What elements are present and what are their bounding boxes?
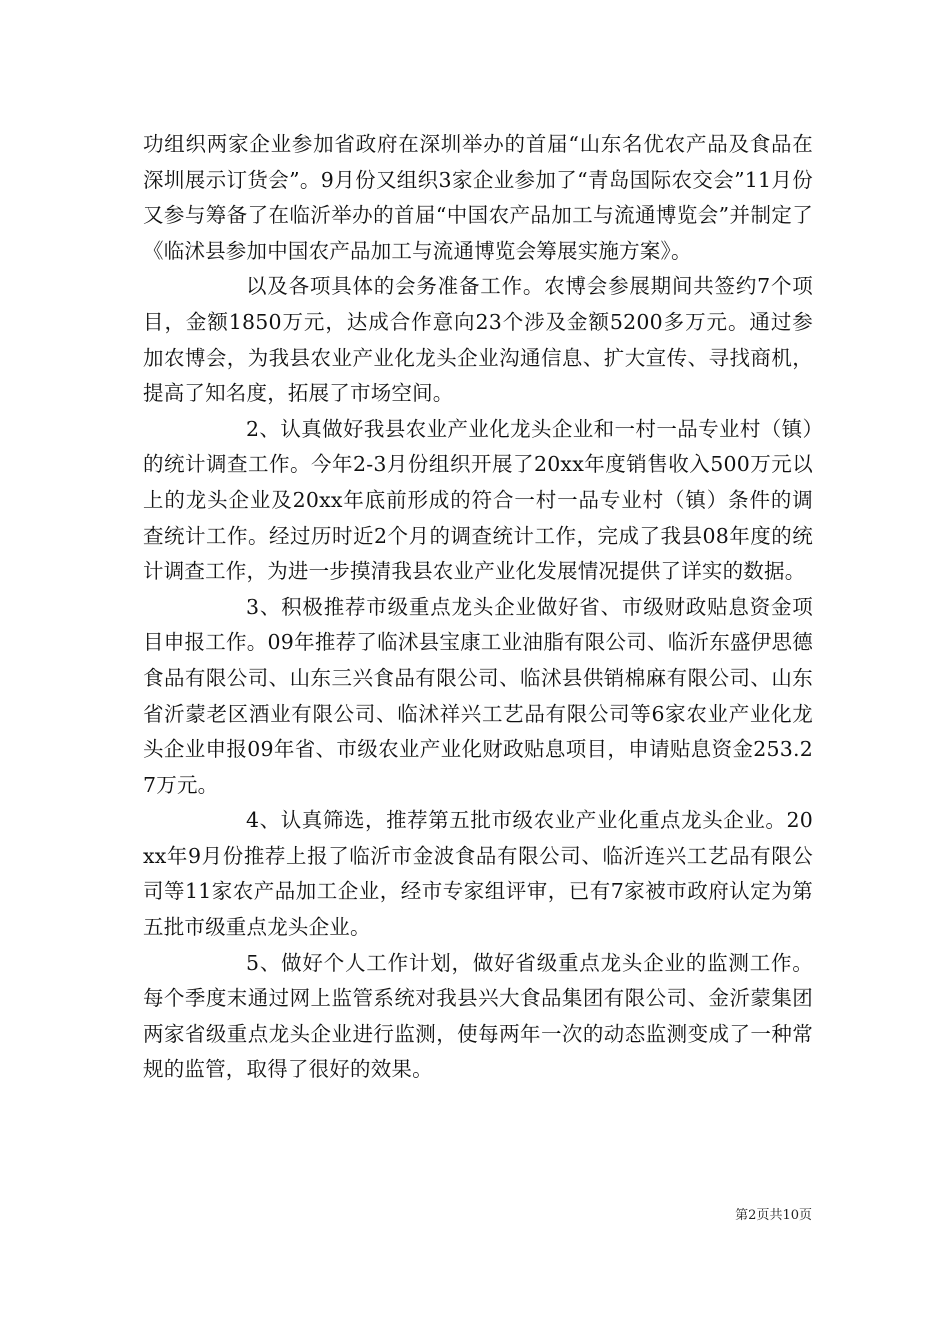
document-body xyxy=(143,127,813,1088)
paragraph-item-5-monitoring: 5、做好个人工作计划，做好省级重点龙头企业的监测工作。每个季度末通过网上监管系统对我县兴大食品集团有限公司、金沂蒙集团两家省级重点龙头企业进行监测，使每两年一次的动态监测变成了一种常规的监管，取得了很好的效果。 xyxy=(143,950,813,1082)
paragraph-item-4-selection: 4、认真筛选，推荐第五批市级农业产业化重点龙头企业。20xx年9月份推荐上报了临沂市金波食品有限公司、临沂连兴工艺品有限公司等11家农产品加工企业，经市专家组评审，已有7家被市政府认定为第五批市级重点龙头企业。 xyxy=(143,808,813,940)
paragraph-expo-results: 以及各项具体的会务准备工作。农博会参展期间共签约7个项目，金额1850万元，达成合作意向23个涉及金额5200多万元。通过参加农博会，为我县农业产业化龙头企业沟通信息、扩大宣传、寻找商机，提高了知名度，拓展了市场空间。 xyxy=(143,274,813,406)
page-number-footer: 第2页共10页 xyxy=(735,1208,812,1223)
paragraph-continuation: 功组织两家企业参加省政府在深圳举办的首届“山东名优农产品及食品在深圳展示订货会”。9月份又组织3家企业参加了“青岛国际农交会”11月份又参与筹备了在临沂举办的首届“中国农产品加工与流通博览会”并制定了《临沭县参加中国农产品加工与流通博览会筹展实施方案》。 xyxy=(143,132,813,263)
paragraph-item-2-statistics: 2、认真做好我县农业产业化龙头企业和一村一品专业村（镇）的统计调查工作。今年2-3月份组织开展了20xx年度销售收入500万元以上的龙头企业及20xx年底前形成的符合一村一品专业村（镇）条件的调查统计工作。经过历时近2个月的调查统计工作，完成了我县08年度的统计调查工作，为进一步摸清我县农业产业化发展情况提供了详实的数据。 xyxy=(143,416,813,584)
paragraph-item-3-subsidy: 3、积极推荐市级重点龙头企业做好省、市级财政贴息资金项目申报工作。09年推荐了临沭县宝康工业油脂有限公司、临沂东盛伊思德食品有限公司、山东三兴食品有限公司、临沭县供销棉麻有限公司、山东省沂蒙老区酒业有限公司、临沭祥兴工艺品有限公司等6家农业产业化龙头企业申报09年省、市级农业产业化财政贴息项目，申请贴息资金253.27万元。 xyxy=(143,594,813,797)
